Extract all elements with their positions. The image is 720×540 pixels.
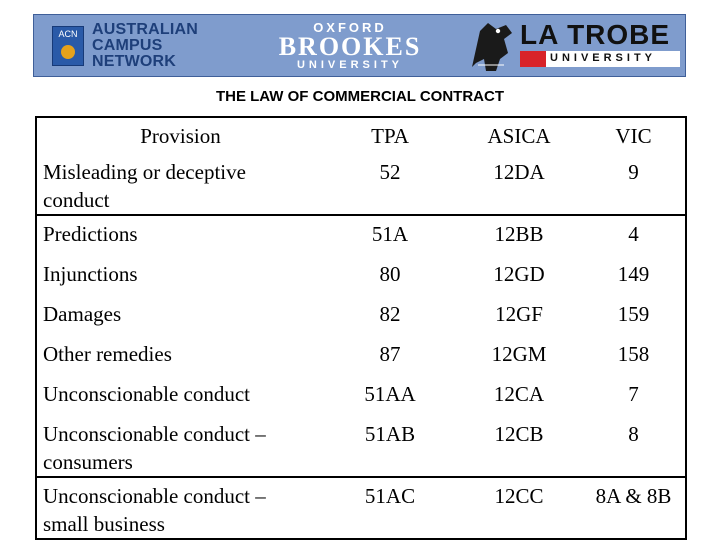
tpa-cell: 87 [379, 342, 401, 366]
latrobe-emblem-icon [466, 19, 516, 73]
vic-cell: 149 [617, 262, 650, 286]
oxford-line-3: UNIVERSITY [296, 59, 403, 71]
table-row [36, 416, 686, 477]
provisions-table [35, 116, 687, 540]
acn-line-3: NETWORK [92, 53, 177, 70]
oxford-line-2: BROOKES [278, 32, 422, 61]
asica-cell: 12DA [456, 154, 582, 215]
table-row [36, 256, 686, 296]
vic-cell: 7 [628, 382, 639, 406]
table-header-row [36, 117, 686, 154]
oxford-brookes-logo [252, 21, 448, 72]
acn-logo [52, 26, 84, 66]
vic-cell: 4 [628, 222, 639, 246]
asica-cell: 12GM [491, 342, 547, 366]
vic-cell: 9 [582, 154, 686, 215]
table-row [36, 215, 686, 256]
acn-globe-icon [61, 45, 75, 59]
acn-line-1: AUSTRALIAN [92, 21, 198, 38]
tpa-cell: 82 [379, 302, 401, 326]
vic-cell: 8 [582, 416, 686, 477]
tpa-cell: 52 [324, 154, 456, 215]
tpa-cell: 51A [371, 222, 409, 246]
provision-line: Unconscionable conduct – [43, 422, 266, 446]
latrobe-red-block [520, 51, 546, 67]
provision-cell: Predictions [43, 222, 138, 246]
asica-cell: 12GF [495, 302, 543, 326]
page-title: THE LAW OF COMMERCIAL CONTRACT [215, 88, 505, 105]
table-row [36, 376, 686, 416]
provision-cell [36, 477, 324, 539]
asica-cell: 12CC [494, 484, 544, 508]
header-asica: ASICA [487, 123, 551, 148]
asica-cell: 12CB [456, 416, 582, 477]
acn-line-2: CAMPUS [92, 37, 163, 54]
table-row [36, 296, 686, 336]
acn-wordmark [92, 22, 198, 70]
provision-line: small business [43, 512, 165, 536]
provision-cell: Other remedies [43, 342, 172, 366]
provision-line: Misleading or deceptive [43, 160, 246, 184]
provision-cell [36, 416, 324, 477]
header-banner [33, 14, 686, 77]
latrobe-subtitle-bar [520, 51, 680, 67]
table-row [36, 477, 686, 539]
provision-line: consumers [43, 450, 133, 474]
table-row [36, 154, 686, 215]
tpa-cell: 51AA [364, 382, 416, 406]
header-tpa: TPA [371, 123, 409, 148]
provision-line: Unconscionable conduct – [43, 484, 266, 508]
vic-cell: 159 [617, 302, 650, 326]
acn-badge-label: ACN [58, 29, 78, 39]
provision-line: conduct [43, 188, 110, 212]
header-vic: VIC [615, 123, 652, 148]
asica-cell: 12CA [493, 382, 545, 406]
asica-cell: 12BB [494, 222, 544, 246]
header-provision: Provision [140, 123, 221, 148]
tpa-cell: 80 [379, 262, 401, 286]
vic-cell: 8A & 8B [595, 484, 672, 508]
latrobe-name: LA TROBE [520, 19, 671, 50]
provision-cell [36, 154, 324, 215]
latrobe-subtitle: UNIVERSITY [550, 52, 657, 64]
provision-cell: Injunctions [43, 262, 138, 286]
tpa-cell: 51AB [324, 416, 456, 477]
provision-cell: Unconscionable conduct [43, 382, 251, 406]
provision-cell: Damages [43, 302, 122, 326]
asica-cell: 12GD [493, 262, 545, 286]
oxford-line-1: OXFORD [313, 20, 387, 35]
tpa-cell: 51AC [364, 484, 416, 508]
vic-cell: 158 [617, 342, 650, 366]
table-row [36, 336, 686, 376]
